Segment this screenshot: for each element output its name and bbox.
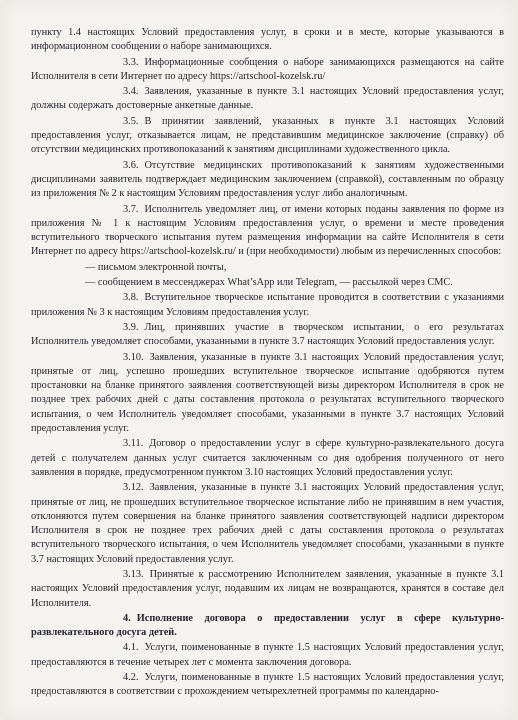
clause-text: Принятые к рассмотрению Исполнителем заявления, указанные в пункте 3.1 настоящих Условий предоставления услуг, подавшим их лицам не возвращаются, хранятся в составе дел Исполнителя.	[31, 568, 504, 609]
clause-4-2	[31, 671, 504, 700]
clause-3-6	[31, 159, 504, 202]
clause-number: 3.13.	[123, 568, 144, 580]
clause-4-1	[31, 641, 504, 670]
clause-text: Договор о предоставлении услуг в сфере культурно-развлекательного досуга детей с получателем данных услуг считается заключенным со дня одобрения полученного от него заявления в порядке, предусмотренном пунктом 3.10 настоящих Условий предоставления услуг.	[31, 438, 504, 478]
clause-3-11	[31, 437, 504, 480]
document-page	[4, 0, 514, 720]
clause-number: 3.3.	[123, 56, 139, 68]
clause-text: Услуги, поименованные в пункте 1.5 настоящих Условий предоставления услуг, предоставляются в соответствии с прохождением четырехлетней программы по календарно-	[31, 672, 504, 698]
bullet-email	[31, 261, 504, 275]
clause-number: 3.9.	[123, 321, 139, 333]
clause-number: 3.8.	[123, 292, 139, 304]
clause-3-7	[31, 203, 504, 260]
clause-text: Отсутствие медицинских противопоказаний к занятиям художественными дисциплинами заявитель подтверждает медицинским заключением (справкой), составленным по образцу из приложения № 2 к настоящим Условиям предоставления услуг либо аналогичным.	[31, 159, 504, 200]
clause-3-12	[31, 481, 504, 567]
bullet-text: — сообщением в мессенджерах What’sApp или Telegram, — рассылкой через СМС.	[85, 277, 453, 289]
clause-number: 3.10.	[123, 351, 144, 363]
paragraph-text: пункту 1.4 настоящих Условий предоставления услуг, в сроки и в месте, которые указываются в информационном сообщении о наборе занимающихся.	[31, 27, 504, 53]
clause-3-10	[31, 351, 504, 437]
clause-text: В принятии заявлений, указанных в пункте 3.1 настоящих Условий предоставления услуг, отказывается лицам, не представившим медицинское заключение (справку) об отсутствии медицинских противопоказаний к занятиям дисциплинами художественного цикла.	[31, 115, 504, 156]
document-body	[31, 26, 504, 701]
section-title: Исполнение договора о предоставлении услуг в сфере культурно-развлекательного досуга детей.	[31, 612, 504, 639]
clause-number: 3.6.	[123, 159, 139, 171]
clause-text: Лиц, принявших участие в творческом испытании, о его результатах Исполнитель уведомляет способами, указанными в пункте 3.7 настоящих Условий предоставления услуг.	[31, 321, 504, 348]
clause-3-13	[31, 568, 504, 611]
clause-number: 3.4.	[123, 86, 139, 98]
clause-number: 3.5.	[123, 115, 139, 127]
paragraph-continuation	[31, 26, 504, 55]
clause-text: Исполнитель уведомляет лиц, от имени которых поданы заявления по форме из приложения № 1 к настоящим Условиям предоставления услуг, о времени и месте проведения вступительного творческого испытания путем размещения информации на сайте Исполнителя в сети Интернет по адресу https://artschool-kozelsk.ru/ и (при необходимости) любым из перечисленных способов:	[31, 203, 504, 258]
clause-3-8	[31, 291, 504, 320]
clause-text: Вступительное творческое испытание проводится в соответствии с указаниями приложения № 3 к настоящим Условиям предоставления услуг.	[31, 292, 504, 318]
bullet-text: — письмом электронной почты,	[85, 261, 227, 273]
clause-3-9	[31, 321, 504, 350]
clause-3-3	[31, 56, 504, 85]
section-heading-4	[31, 612, 504, 641]
clause-number: 3.12.	[123, 482, 144, 494]
clause-text: Информационные сообщения о наборе занимающихся размещаются на сайте Исполнителя в сети Интернет по адресу https://artschool-kozelsk.ru/	[31, 56, 504, 82]
clause-text: Услуги, поименованные в пункте 1.5 настоящих Условий предоставления услуг, предоставляются в течение четырех лет с момента заключения договора.	[31, 642, 504, 668]
section-number: 4.	[123, 612, 131, 624]
bullet-messenger	[31, 276, 504, 290]
clause-number: 3.11.	[123, 438, 144, 450]
clause-3-5	[31, 115, 504, 158]
clause-number: 4.1.	[123, 642, 139, 654]
clause-text: Заявления, указанные в пункте 3.1 настоящих Условий предоставления услуг, принятые от лиц, успешно прошедших вступительное творческое испытание одобряются путем простановки на бланке принятого заявления соответствующей визы директором Исполнителя в срок не позднее трех рабочих дней с даты составления протокола о результатах вступительного творческого испытания, о чем Исполнитель уведомляет способами, указанными в пункте 3.7 настоящих Условий предоставления услуг.	[31, 351, 504, 435]
clause-number: 4.2.	[123, 672, 139, 684]
clause-text: Заявления, указанные в пункте 3.1 настоящих Условий предоставления услуг, принятые от лиц, не прошедших вступительное творческое испытание либо не принявшим в нем участия, отклоняются путем совершения на бланке принятого заявления соответствующей надписи директором Исполнителя в срок не позднее трех рабочих дней с даты составления протокола о результатах вступительного творческого испытания, о чем Исполнитель уведомляет способами, указанными в пункте 3.7 настоящих Условий предоставления услуг.	[31, 482, 504, 565]
clause-3-4	[31, 85, 504, 114]
clause-number: 3.7.	[123, 203, 139, 215]
clause-text: Заявления, указанные в пункте 3.1 настоящих Условий предоставления услуг, должны содержать достоверные анкетные данные.	[31, 86, 504, 112]
